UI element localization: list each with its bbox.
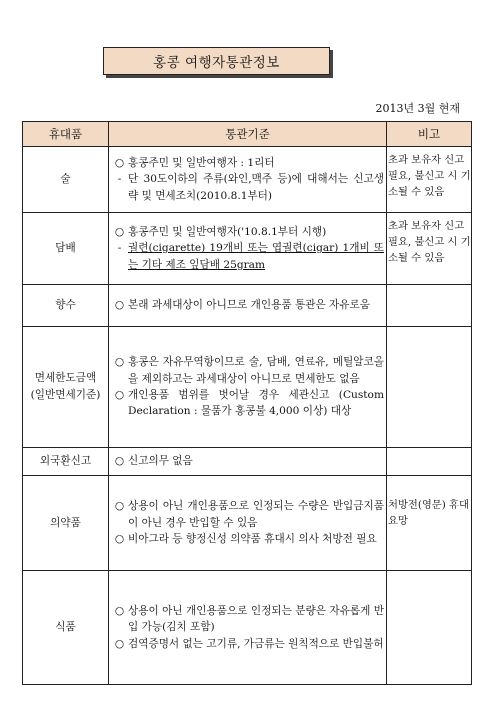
table-row — [23, 571, 472, 685]
category-cell: 의약품 — [23, 476, 109, 571]
dash-bullet-icon: - — [117, 173, 122, 186]
standard-text: 검역증명서 없는 고기류, 가금류는 원칙적으로 반입불허 — [128, 637, 384, 650]
standard-text: 비아그라 등 향정신성 의약품 휴대시 의사 처방전 필요 — [128, 533, 377, 546]
standard-text: 홍콩주민 및 일반여행자('10.8.1부터 시행) — [128, 225, 327, 238]
note-cell: 초과 보유자 신고필요, 불신고 시 기소될 수 있음 — [387, 213, 472, 285]
circle-bullet-icon: ○ — [114, 156, 125, 169]
customs-table — [22, 121, 472, 685]
table-row — [23, 327, 472, 448]
note-cell — [387, 448, 472, 476]
standard-text: 상용이 아닌 개인용품으로 인정되는 수량은 반입금지품이 아닌 경우 반입할 수 있음 — [128, 500, 384, 529]
note-cell — [387, 571, 472, 685]
circle-bullet-icon: ○ — [114, 455, 125, 468]
note-cell: 처방전(영문) 휴대 요망 — [387, 476, 472, 571]
category-cell: 식품 — [23, 571, 109, 685]
category-cell: 담배 — [23, 213, 109, 285]
header-note: 비고 — [387, 122, 472, 147]
standard-cell — [109, 213, 387, 285]
dash-bullet-icon: - — [117, 242, 122, 255]
circle-bullet-icon: ○ — [114, 389, 125, 401]
date-label: 2013년 3월 현재 — [375, 102, 460, 115]
standard-text: 상용이 아닌 개인용품으로 인정되는 분량은 자유롭게 반입 가능(김치 포함) — [128, 604, 384, 634]
circle-bullet-icon: ○ — [114, 299, 125, 312]
table-row — [23, 476, 472, 571]
header-item: 휴대품 — [23, 122, 109, 147]
standard-text: 궐련(cigarette) 19개비 또는 엽궐련(cigar) 1개비 또는 기타 제조 잎담배 25gram — [128, 242, 384, 271]
standard-cell — [109, 147, 387, 213]
circle-bullet-icon: ○ — [114, 500, 125, 513]
note-cell — [387, 285, 472, 327]
category-cell: 술 — [23, 147, 109, 213]
table-row — [23, 213, 472, 285]
page-title: 홍콩 여행자통관정보 — [103, 47, 330, 75]
table-row — [23, 147, 472, 213]
table-header-row — [23, 122, 472, 147]
standard-text: 본래 과세대상이 아니므로 개인용품 통관은 자유로움 — [128, 299, 370, 312]
standard-text: 개인용품 범위를 벗어날 경우 세관신고 (Custom Declaration : 물품가 홍콩불 4,000 이상) 대상 — [128, 389, 384, 418]
category-cell: 외국환신고 — [23, 448, 109, 476]
table-row — [23, 285, 472, 327]
standard-text: 신고의무 없음 — [128, 455, 193, 468]
standard-text: 홍콩은 자유무역항이므로 술, 담배, 연료유, 메틸알코올을 제외하고는 과세대상이 아니므로 면세한도 없음 — [128, 356, 384, 385]
category-label: 면세한도금액 — [34, 372, 97, 385]
category-sublabel: (일반면세기준) — [30, 389, 101, 401]
note-cell: 초과 보유자 신고필요, 불신고 시 기소될 수 있음 — [387, 147, 472, 213]
standard-text: 홍콩주민 및 일반여행자 : 1리터 — [128, 156, 275, 169]
circle-bullet-icon: ○ — [114, 225, 125, 238]
circle-bullet-icon: ○ — [114, 533, 125, 546]
table-row — [23, 448, 472, 476]
standard-cell — [109, 571, 387, 685]
standard-text: 단 30도이하의 주류(와인,맥주 등)에 대해서는 신고생략 및 면세조치(2010.8.1부터) — [128, 173, 384, 202]
standard-cell — [109, 448, 387, 476]
note-cell — [387, 327, 472, 448]
standard-cell — [109, 285, 387, 327]
circle-bullet-icon: ○ — [114, 356, 125, 369]
category-cell: 향수 — [23, 285, 109, 327]
standard-cell — [109, 476, 387, 571]
category-cell — [23, 327, 109, 448]
header-standard: 통관기준 — [109, 122, 387, 147]
standard-cell — [109, 327, 387, 448]
circle-bullet-icon: ○ — [114, 637, 125, 650]
circle-bullet-icon: ○ — [114, 604, 125, 617]
